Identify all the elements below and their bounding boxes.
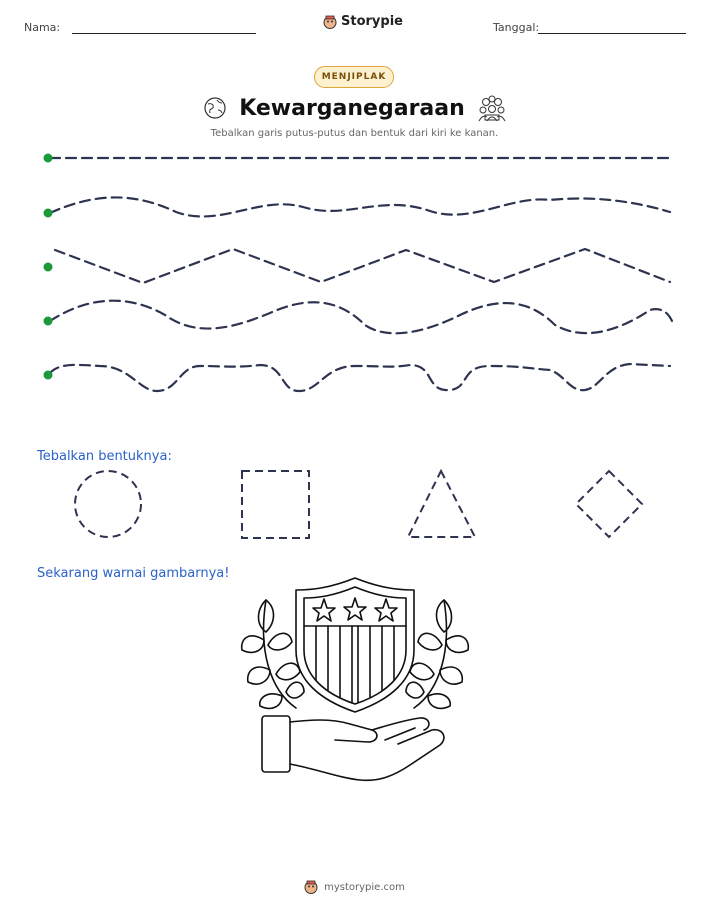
people-group-icon bbox=[477, 94, 507, 122]
footer-url[interactable]: mystorypie.com bbox=[324, 881, 405, 893]
date-field[interactable] bbox=[538, 33, 686, 34]
start-dot-3 bbox=[44, 263, 53, 272]
name-field[interactable] bbox=[72, 33, 256, 34]
brand-logo bbox=[323, 14, 403, 29]
coloring-heading: Sekarang warnai gambarnya! bbox=[37, 566, 230, 581]
title-row bbox=[200, 92, 510, 124]
date-label: Tanggal: bbox=[493, 21, 540, 34]
start-dot-4 bbox=[44, 317, 53, 326]
shape-square bbox=[242, 471, 309, 538]
trace-line-bumps bbox=[50, 364, 670, 391]
instructions: Tebalkan garis putus-putus dan bentuk dari kiri ke kanan. bbox=[210, 128, 499, 139]
laurel-right-icon bbox=[406, 600, 468, 708]
start-dot-5 bbox=[44, 371, 53, 380]
tracing-lines bbox=[0, 140, 709, 400]
trace-line-wave bbox=[50, 197, 670, 216]
tracing-shapes bbox=[0, 460, 709, 550]
shape-triangle bbox=[408, 471, 475, 537]
shapes-heading: Tebalkan bentuknya: bbox=[37, 449, 172, 464]
trace-line-big-wave bbox=[50, 301, 672, 334]
activity-badge: MENJIPLAK bbox=[314, 66, 394, 88]
name-label: Nama: bbox=[24, 21, 61, 34]
start-dot-2 bbox=[44, 209, 53, 218]
trace-line-zigzag bbox=[55, 249, 670, 283]
laurel-left-icon bbox=[242, 600, 304, 708]
start-dot-1 bbox=[44, 154, 53, 163]
brand-name: Storypie bbox=[341, 14, 403, 29]
open-hand-icon bbox=[262, 716, 444, 780]
shield-icon bbox=[296, 578, 414, 712]
globe-icon bbox=[203, 96, 227, 120]
coloring-picture bbox=[230, 572, 480, 787]
shape-diamond bbox=[576, 471, 642, 537]
storypie-mascot-icon bbox=[304, 880, 318, 894]
footer bbox=[0, 880, 709, 894]
storypie-mascot-icon bbox=[323, 15, 337, 29]
page-title: Kewarganegaraan bbox=[239, 95, 465, 121]
shape-circle bbox=[75, 471, 141, 537]
